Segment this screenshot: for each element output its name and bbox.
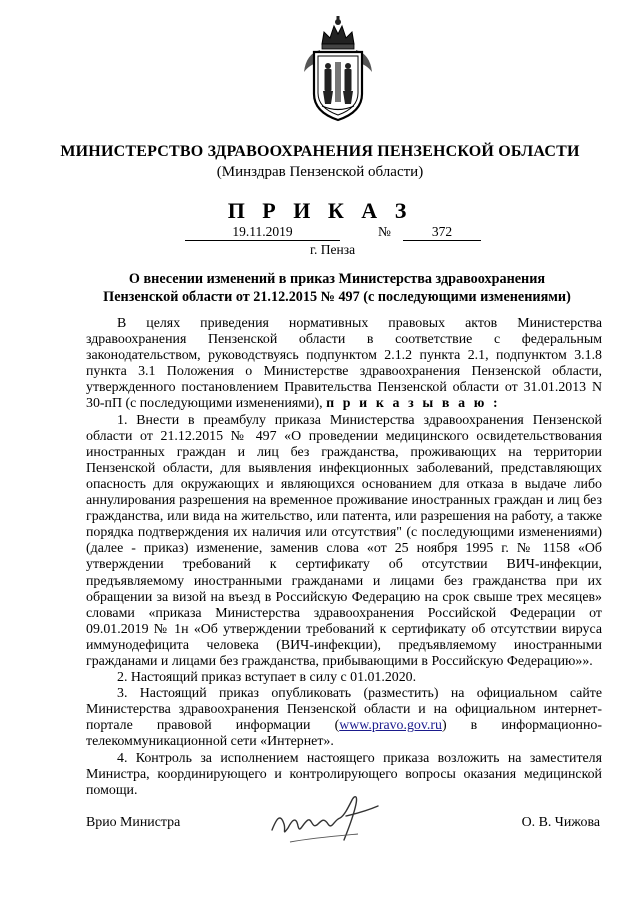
item-3-text-end: ) в информационно-телекоммуникационной сети «Интернет». bbox=[86, 718, 602, 750]
preamble-text: В целях приведения нормативных правовых актов Министерства здравоохранения Пензенской области в соответствие с федеральным законодательством, руководствуясь подпунктом 2.1.2 пункта 2.1, подпунктом 3.1.8 пункта 3.1 Положения о Министерстве здравоохранения Пензенской области, утвержденного постановлением Правительства Пензенской области от 31.01.2013 N 30-пП (с последующими изменениями), bbox=[86, 316, 602, 412]
document-body bbox=[86, 316, 602, 799]
document-date: 19.11.2019 bbox=[185, 224, 340, 241]
item-3-text-start: 3. Настоящий приказ опубликовать (разместить) на официальном сайте Министерства здравоохранения Пензенской области и на официальном интернет-портале правовой информации ( bbox=[86, 686, 602, 734]
preamble-paragraph bbox=[86, 316, 602, 413]
item-4: 4. Контроль за исполнением настоящего приказа возложить на заместителя Министра, координирующего и контролирующего вопросы оказания медицинской помощи. bbox=[86, 750, 602, 798]
document-subject: О внесении изменений в приказ Министерства здравоохранения Пензенской области от 21.12.2015 № 497 (с последующими изменениями) bbox=[103, 271, 571, 305]
ministry-name: МИНИСТЕРСТВО ЗДРАВООХРАНЕНИЯ ПЕНЗЕНСКОЙ ОБЛАСТИ bbox=[60, 143, 580, 160]
signatory-name: О. В. Чижова bbox=[521, 815, 600, 830]
handwritten-signature bbox=[262, 790, 392, 852]
item-2: 2. Настоящий приказ вступает в силу с 01.01.2020. bbox=[117, 670, 417, 686]
item-1: 1. Внести в преамбулу приказа Министерства здравоохранения Пензенской области от 21.12.2015 № 497 «О проведении медицинского освидетельствования иностранных граждан и лиц без гражданства, проживающих на территории Пензенской области, для выявления инфекционных заболеваний, представляющих опасность для окружающих и являющихся основанием для отказа в выдаче либо аннулирования разрешения на временное проживание иностранных граждан и лиц без гражданства, или вида на жительство, или патента, или разрешения на работу, а также порядка подтверждения их наличия или отсутствия" (с последующими изменениями) (далее - приказ) изменение, заменив слова «от 25 ноября 1995 г. № 1158 «Об утверждении требований к сертификату об отсутствии ВИЧ-инфекции, предъявляемому иностранными гражданами и лицами без гражданства при их обращении за визой на въезд в Российскую Федерацию на срок свыше трех месяцев» словами «приказа Министерства здравоохранения Российской Федерации от 09.01.2019 № 1н «Об утверждении требований к сертификату об отсутствии вируса иммунодефицита человека (ВИЧ-инфекции), предъявляемому иностранными гражданами и лицами без гражданства, прибывающими в Российскую Федерацию»». bbox=[86, 412, 602, 669]
signatory-title: Врио Министра bbox=[86, 815, 181, 830]
city: г. Пенза bbox=[310, 242, 356, 257]
document-number: 372 bbox=[403, 224, 481, 241]
pravo-gov-link[interactable]: www.pravo.gov.ru bbox=[339, 718, 442, 734]
item-3 bbox=[86, 686, 602, 750]
ministry-short-name: (Минздрав Пензенской области) bbox=[216, 164, 424, 180]
number-sign: № bbox=[378, 224, 391, 239]
coat-of-arms-icon bbox=[300, 14, 376, 124]
order-word: п р и к а з ы в а ю : bbox=[326, 396, 501, 412]
document-type-title: П Р И К А З bbox=[227, 198, 413, 223]
